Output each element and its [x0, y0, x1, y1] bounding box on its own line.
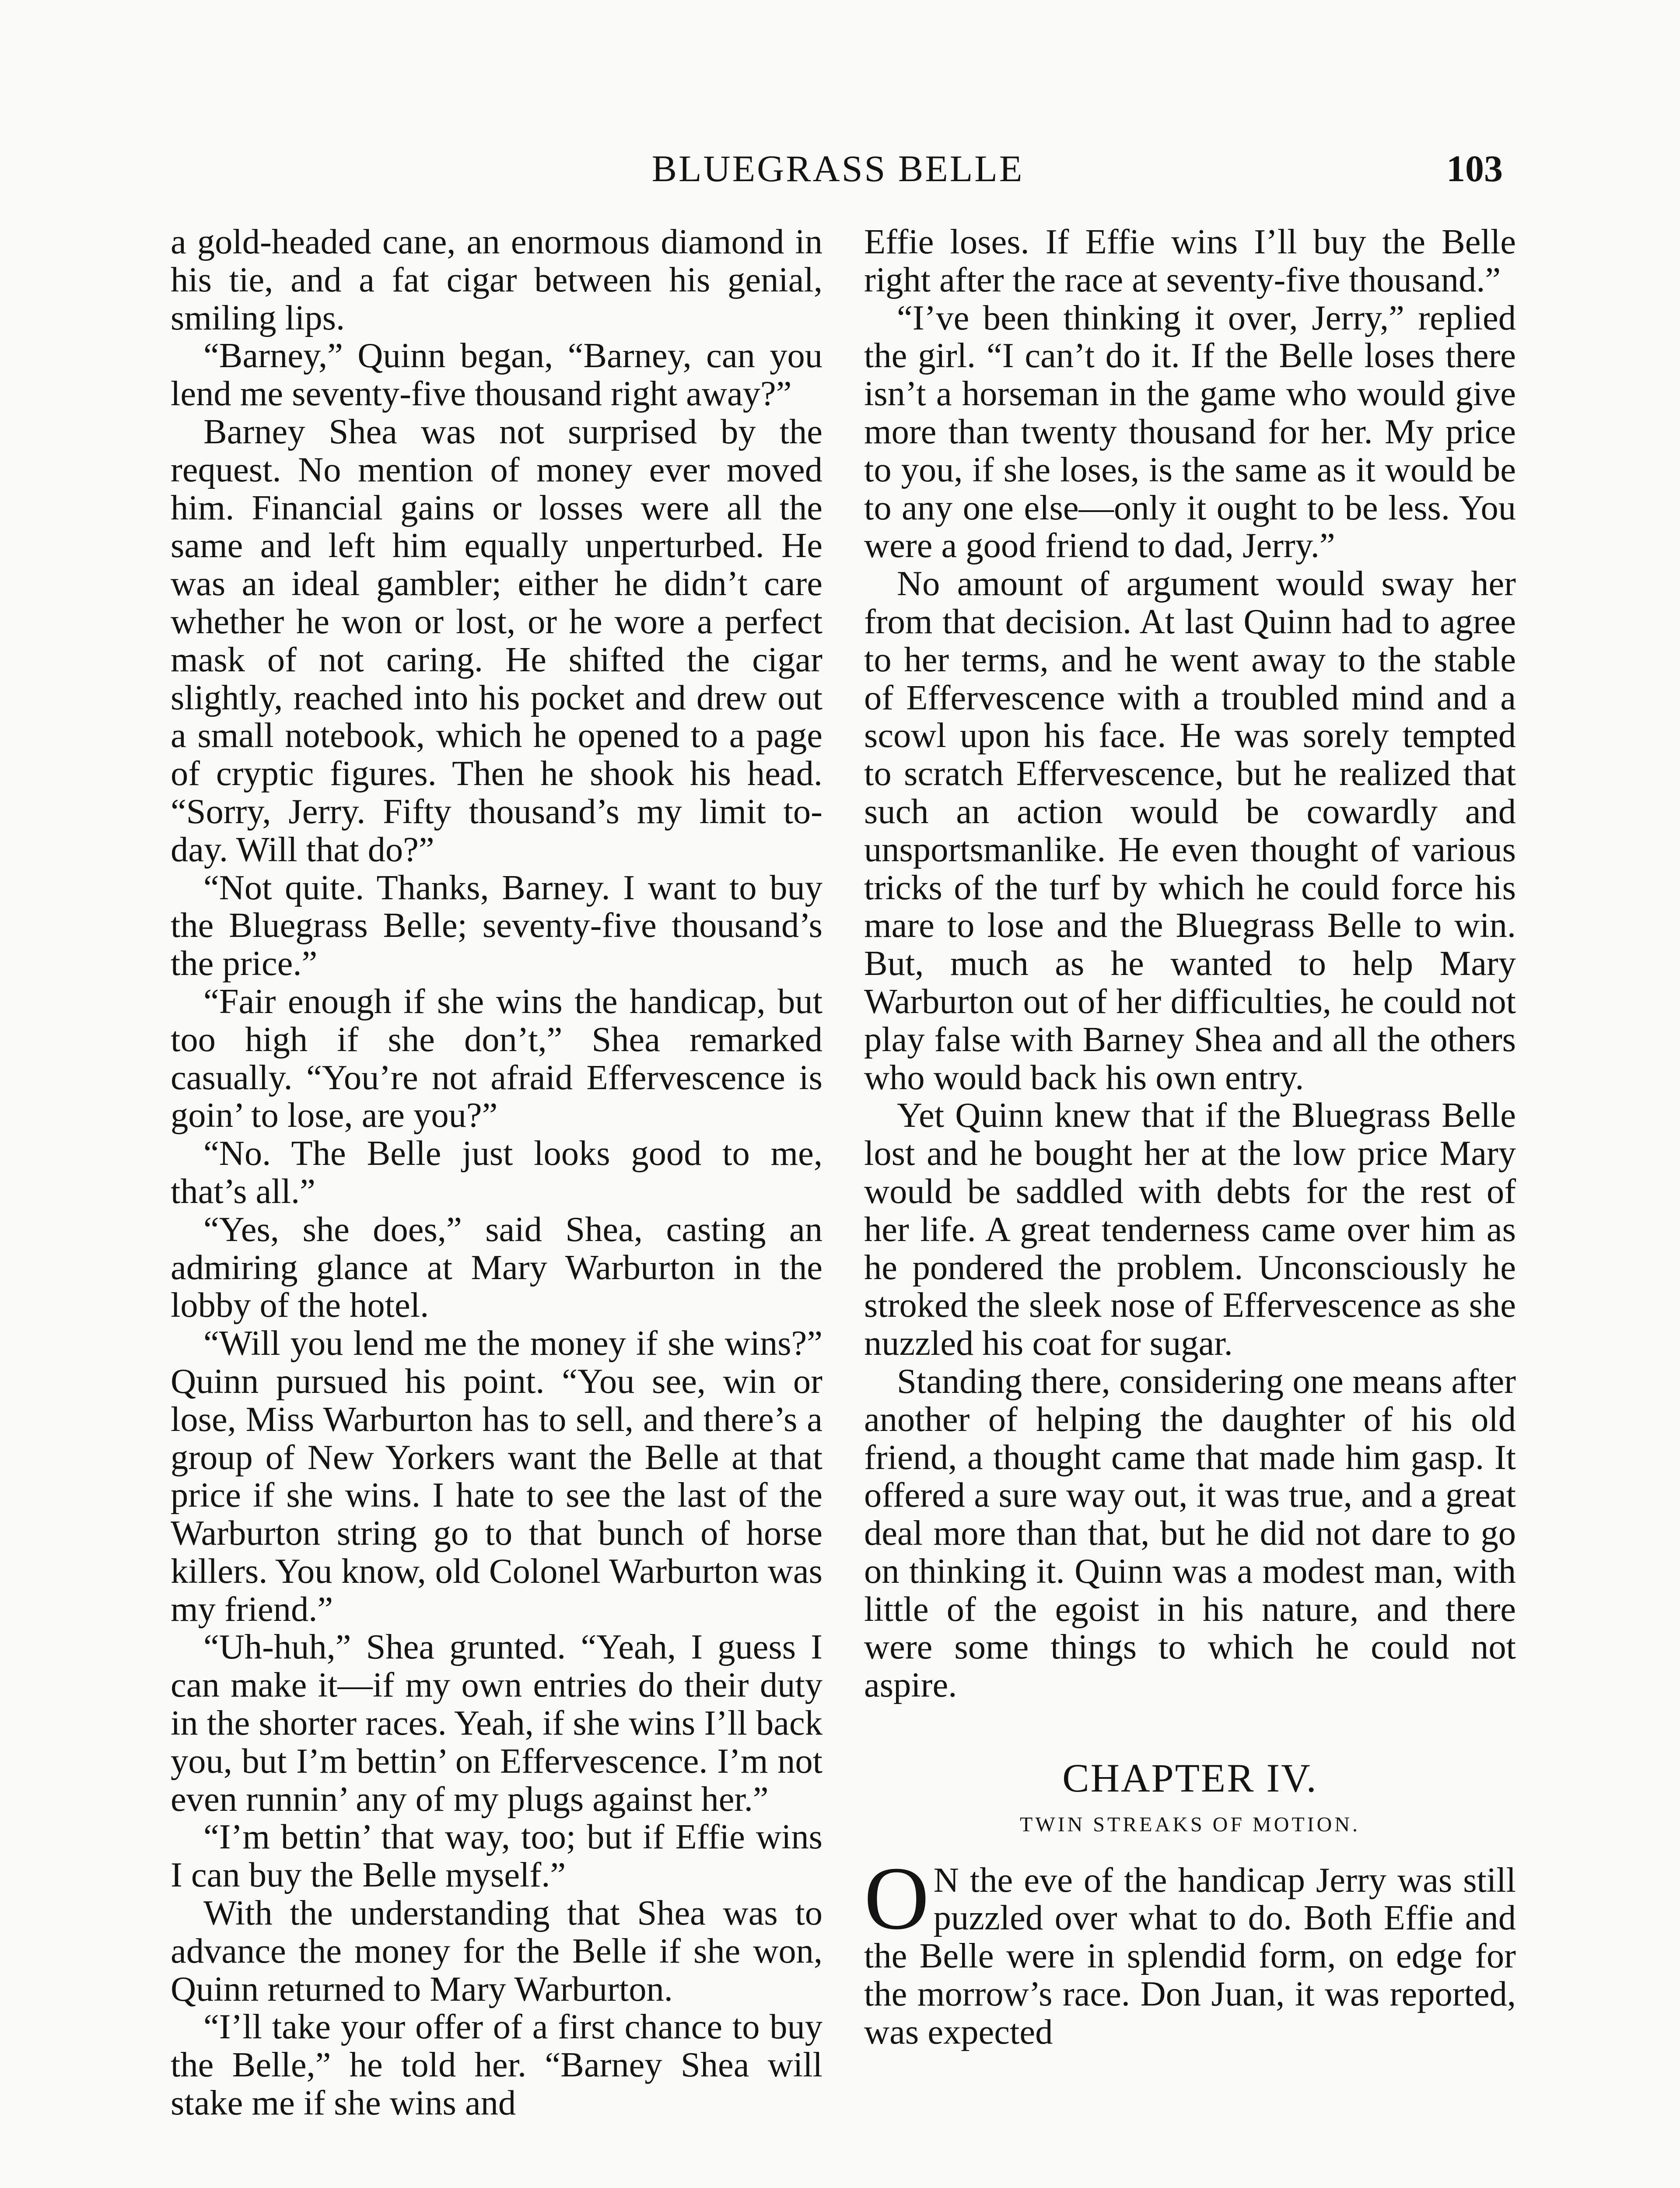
paragraph: “I’ve been thinking it over, Jerry,” replied the girl. “I can’t do it. If the Belle loses there isn’t a horseman in the game who would give more than twenty thousand for her. My price to you, if she loses, is the same as it would be to any one else—only it ought to be less. You were a good friend to dad, Jerry.” [864, 298, 1516, 565]
left-column [171, 223, 822, 2122]
chapter-opening-text: N the eve of the handicap Jerry was still puzzled over what to do. Both Effie and the Belle were in splendid form, on edge for the morrow’s race. Don Juan, it was reported, was expected [864, 1860, 1516, 2051]
paragraph: Standing there, considering one means after another of helping the daughter of his old friend, a thought came that made him gasp. It offered a sure way out, it was true, and a great deal more than that, but he did not dare to go on thinking it. Quinn was a modest man, with little of the egoist in his nature, and there were some things to which he could not aspire. [864, 1361, 1516, 1705]
paragraph: No amount of argument would sway her from that decision. At last Quinn had to agree to her terms, and he went away to the stable of Effervescence with a troubled mind and a scowl upon his face. He was sorely tempted to scratch Effervescence, but he realized that such an action would be cowardly and unsportsmanlike. He even thought of various tricks of the turf by which he could force his mare to lose and the Bluegrass Belle to win. But, much as he wanted to help Mary Warburton out of her difficulties, he could not play false with Barney Shea and all the others who would back his own entry. [864, 564, 1516, 1097]
paragraph: “Will you lend me the money if she wins?” Quinn pursued his point. “You see, win or lose, Miss Warburton has to sell, and there’s a group of New Yorkers want the Belle at that price if she wins. I hate to see the last of the Warburton string go to that bunch of horse killers. You know, old Colonel Warburton was my friend.” [171, 1324, 822, 1629]
paragraph: “Uh-huh,” Shea grunted. “Yeah, I guess I can make it—if my own entries do their duty in the shorter races. Yeah, if she wins I’ll back you, but I’m bettin’ on Effervescence. I’m not even runnin’ any of my plugs against her.” [171, 1627, 822, 1819]
paragraph: Yet Quinn knew that if the Bluegrass Belle lost and he bought her at the low price Mary would be saddled with debts for the rest of her life. A great tenderness came over him as he pondered the problem. Unconsciously he stroked the sleek nose of Effervescence as she nuzzled his coat for sugar. [864, 1096, 1516, 1363]
paragraph: a gold-headed cane, an enormous diamond in his tie, and a fat cigar between his genial, smiling lips. [171, 222, 822, 337]
right-column [864, 223, 1516, 2051]
chapter-opening-paragraph [864, 1848, 1516, 2051]
chapter-subtitle: TWIN STREAKS OF MOTION. [1020, 1813, 1360, 1836]
chapter-heading: CHAPTER IV. [1062, 1756, 1318, 1801]
page-number: 103 [1446, 147, 1503, 189]
paragraph: “Fair enough if she wins the handicap, but too high if she don’t,” Shea remarked casually. “You’re not afraid Effervescence is goin’ to lose, are you?” [171, 982, 822, 1135]
paragraph: “Yes, she does,” said Shea, casting an admiring glance at Mary Warburton in the lobby of the hotel. [171, 1210, 822, 1325]
paragraph: Barney Shea was not surprised by the request. No mention of money ever moved him. Financial gains or losses were all the same and left him equally unperturbed. He was an ideal gambler; either he didn’t care whether he won or lost, or he wore a perfect mask of not caring. He shifted the cigar slightly, reached into his pocket and drew out a small notebook, which he opened to a page of cryptic figures. Then he shook his head. “Sorry, Jerry. Fifty thousand’s my limit to-day. Will that do?” [171, 412, 822, 869]
paragraph: “I’ll take your offer of a first chance to buy the Belle,” he told her. “Barney Shea will stake me if she wins and [171, 2007, 822, 2123]
running-head [173, 147, 1503, 195]
paragraph: Effie loses. If Effie wins I’ll buy the Belle right after the race at seventy-five thousand.” [864, 222, 1516, 299]
paragraph: “I’m bettin’ that way, too; but if Effie wins I can buy the Belle myself.” [171, 1817, 822, 1895]
paragraph: “No. The Belle just looks good to me, that’s all.” [171, 1134, 822, 1211]
paragraph: With the understanding that Shea was to advance the money for the Belle if she won, Quinn returned to Mary Warburton. [171, 1893, 822, 2009]
paragraph: “Barney,” Quinn began, “Barney, can you lend me seventy-five thousand right away?” [171, 336, 822, 414]
paragraph: “Not quite. Thanks, Barney. I want to buy the Bluegrass Belle; seventy-five thousand’s the price.” [171, 868, 822, 983]
drop-cap: O [864, 1848, 929, 1948]
running-title: BLUEGRASS BELLE [651, 147, 1024, 189]
